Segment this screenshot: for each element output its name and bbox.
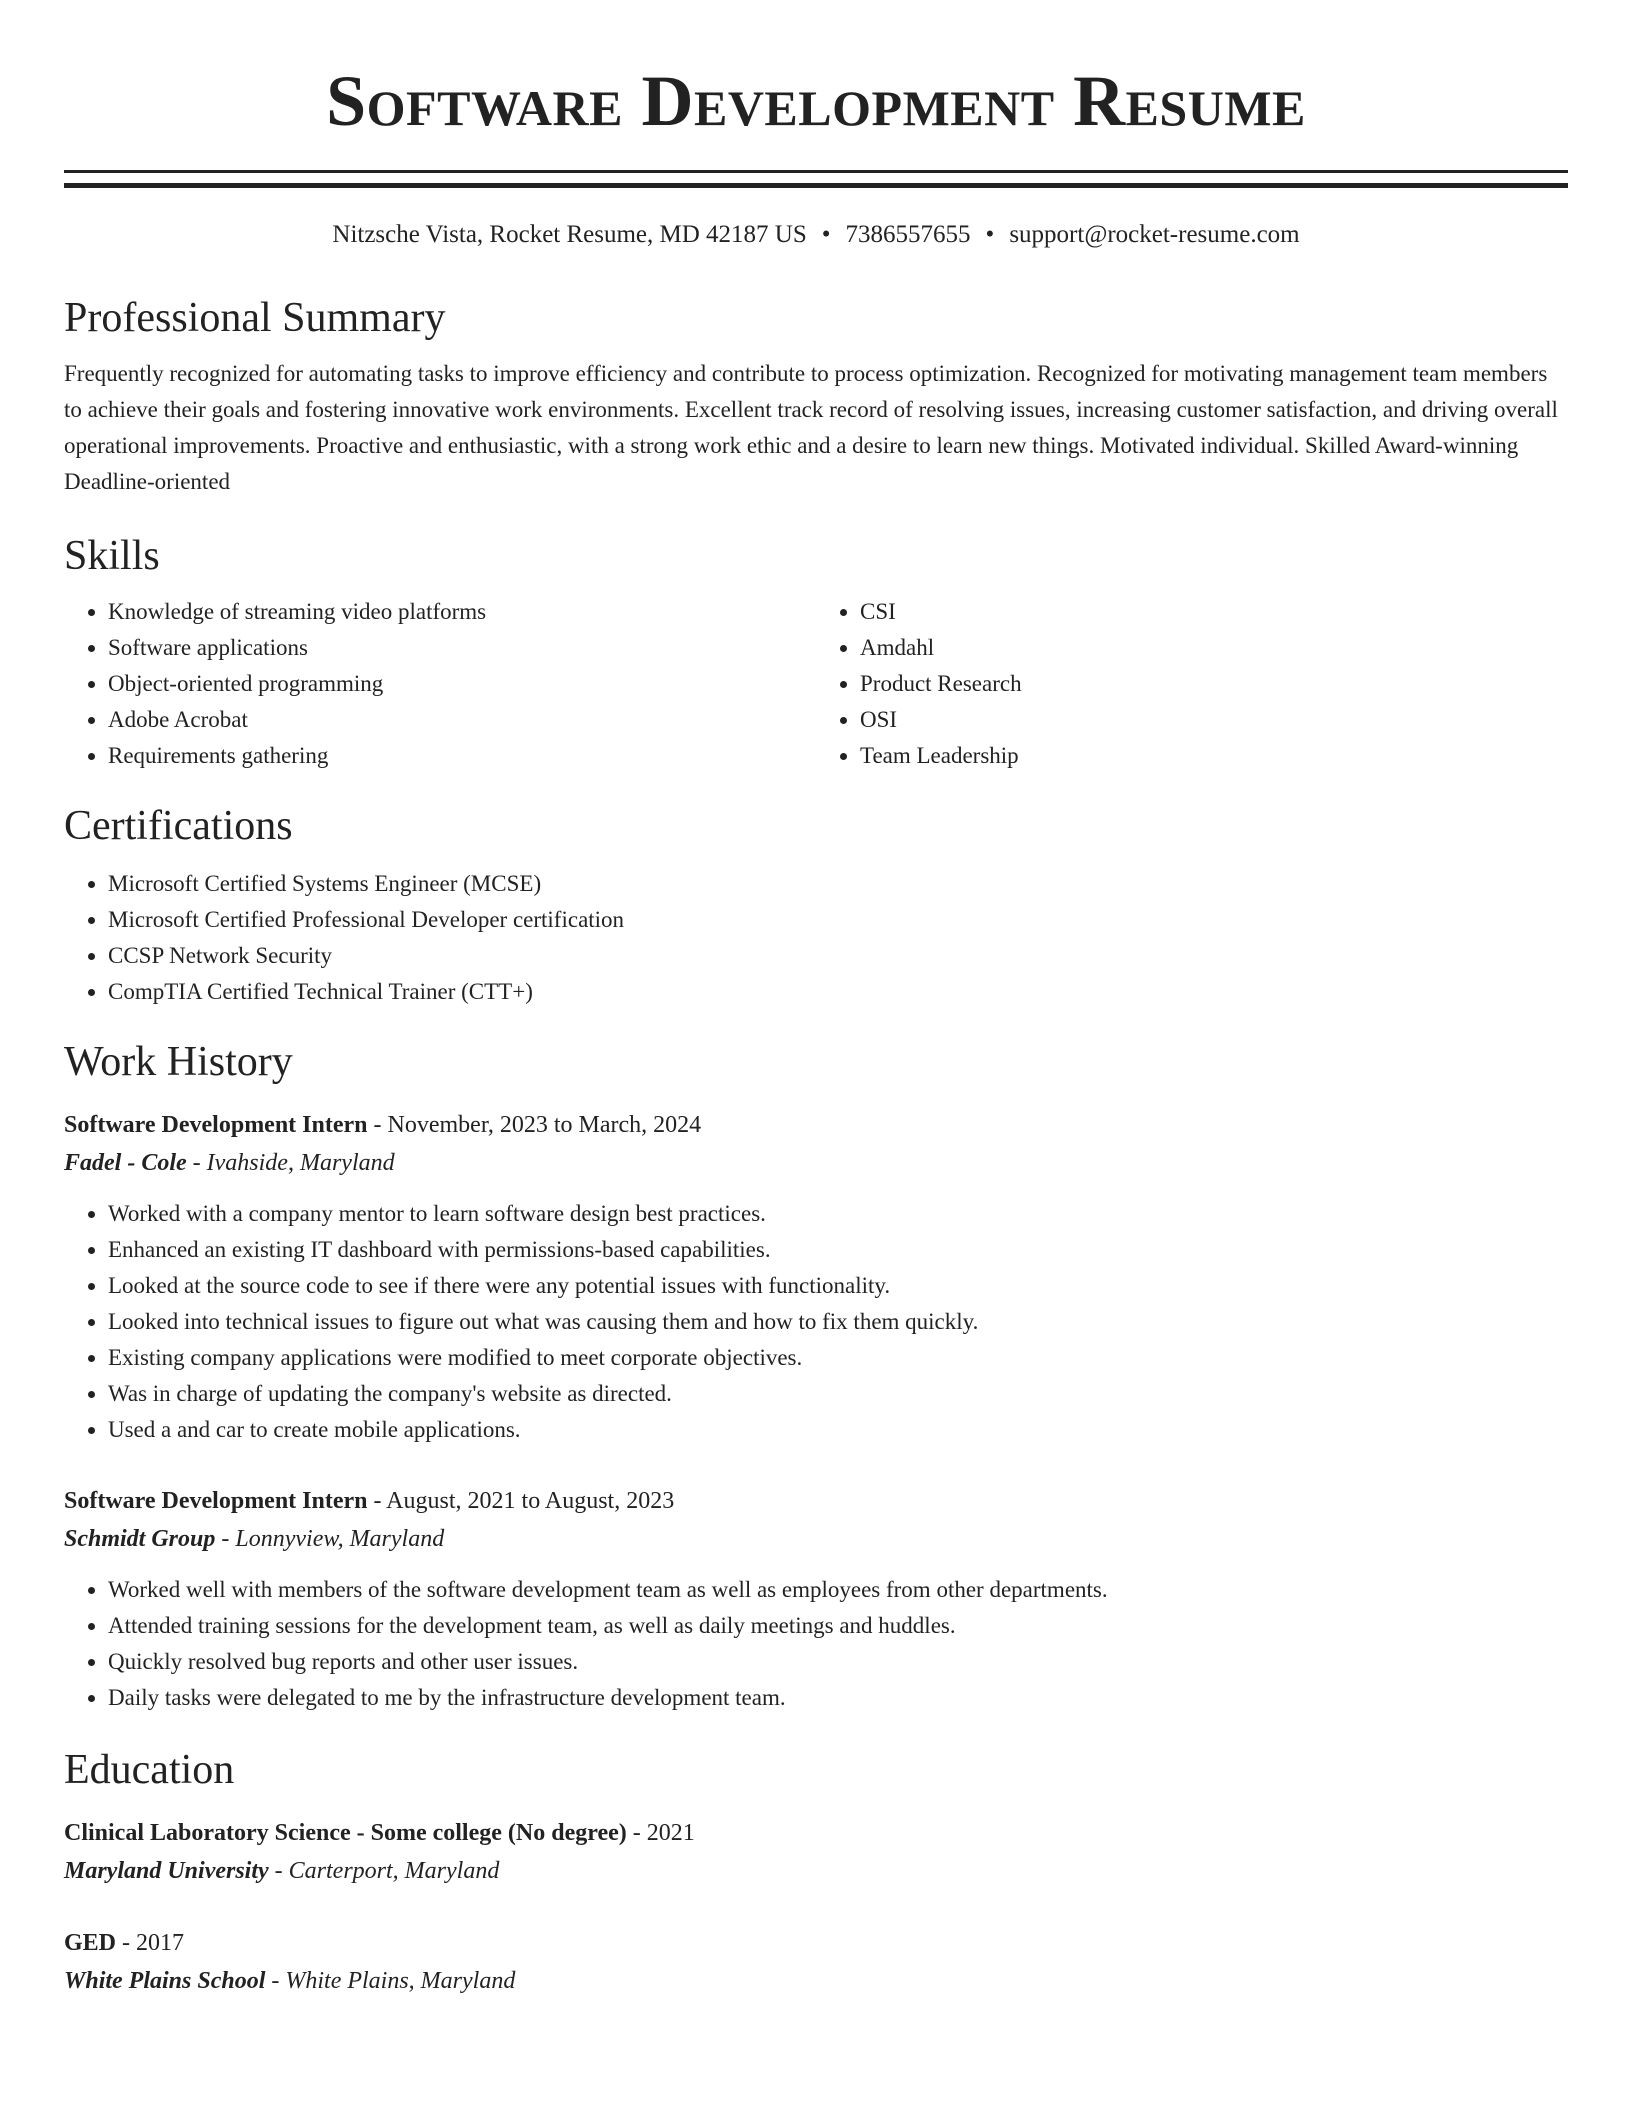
- education-school-line: [64, 1852, 1568, 1890]
- skill-item: • Software applications: [108, 630, 816, 666]
- certification-item: • Microsoft Certified Professional Developer certification: [108, 902, 1568, 938]
- skill-item: • Team Leadership: [860, 738, 1568, 774]
- summary-section: [64, 292, 1568, 500]
- education-location: - White Plains, Maryland: [271, 1968, 516, 1994]
- job-company-line: [64, 1520, 1568, 1558]
- education-header: [64, 1814, 1568, 1852]
- job-role: Software Development Intern: [64, 1488, 368, 1514]
- job-dates: - August, 2021 to August, 2023: [373, 1488, 675, 1514]
- work-history-heading: Work History: [64, 1039, 293, 1085]
- job-entry: [64, 1106, 1568, 1448]
- skills-columns: [64, 594, 1568, 774]
- resume-title: Software Development Resume: [326, 61, 1306, 141]
- education-year: - 2017: [122, 1930, 185, 1956]
- certification-item: • CompTIA Certified Technical Trainer (CTT+): [108, 974, 1568, 1010]
- work-history-section: [64, 1036, 1568, 1716]
- skill-item: • Object-oriented programming: [108, 666, 816, 702]
- job-duty-item: • Attended training sessions for the development team, as well as daily meetings and huddles.: [108, 1608, 1568, 1644]
- job-duty-item: • Worked with a company mentor to learn software design best practices.: [108, 1196, 1568, 1232]
- education-school-line: [64, 1962, 1568, 2000]
- job-location: - Ivahside, Maryland: [192, 1150, 395, 1176]
- job-entry: [64, 1482, 1568, 1716]
- contact-email: support@rocket-resume.com: [1009, 221, 1300, 248]
- skill-item: • Adobe Acrobat: [108, 702, 816, 738]
- education-header: [64, 1924, 1568, 1962]
- certifications-list: [64, 866, 1568, 1010]
- education-year: - 2021: [632, 1820, 695, 1846]
- skill-item: • CSI: [860, 594, 1568, 630]
- job-duty-item: • Daily tasks were delegated to me by the infrastructure development team.: [108, 1680, 1568, 1716]
- job-duty-item: • Looked at the source code to see if there were any potential issues with functionality.: [108, 1268, 1568, 1304]
- job-duty-item: • Was in charge of updating the company's website as directed.: [108, 1376, 1568, 1412]
- skills-section: [64, 530, 1568, 774]
- education-degree: GED: [64, 1930, 117, 1956]
- job-location: - Lonnyview, Maryland: [221, 1526, 445, 1552]
- skill-item: • Knowledge of streaming video platforms: [108, 594, 816, 630]
- education-entry: [64, 1924, 1568, 2000]
- skills-heading: Skills: [64, 533, 160, 579]
- job-duties-list: [64, 1196, 1568, 1448]
- job-duty-item: • Looked into technical issues to figure out what was causing them and how to fix them quickly.: [108, 1304, 1568, 1340]
- skill-item: • Amdahl: [860, 630, 1568, 666]
- certification-item: • CCSP Network Security: [108, 938, 1568, 974]
- contact-separator: •: [821, 221, 831, 248]
- job-duty-item: • Enhanced an existing IT dashboard with permissions-based capabilities.: [108, 1232, 1568, 1268]
- skill-item: • Requirements gathering: [108, 738, 816, 774]
- education-school: Maryland University: [64, 1858, 269, 1884]
- certifications-heading: Certifications: [64, 803, 293, 849]
- job-header: [64, 1106, 1568, 1144]
- skill-item: • OSI: [860, 702, 1568, 738]
- education-heading: Education: [64, 1747, 235, 1793]
- certifications-section: [64, 800, 1568, 1010]
- job-header: [64, 1482, 1568, 1520]
- summary-text: Frequently recognized for automating tasks to improve efficiency and contribute to process optimization. Recognized for motivating management team members to achieve their goals and fostering innovative work environments. Excellent track record of resolving issues, increasing customer satisfaction, and driving overall operational improvements. Proactive and enthusiastic, with a strong work ethic and a desire to learn new things. Motivated individual. Skilled Award-winning Deadline-oriented: [64, 361, 1558, 494]
- contact-line: [64, 218, 1568, 252]
- job-dates: - November, 2023 to March, 2024: [373, 1112, 702, 1138]
- job-duty-item: • Worked well with members of the software development team as well as employees from other departments.: [108, 1572, 1568, 1608]
- certification-item: • Microsoft Certified Systems Engineer (MCSE): [108, 866, 1568, 902]
- job-duties-list: [64, 1572, 1568, 1716]
- job-company-line: [64, 1144, 1568, 1182]
- job-company: Fadel - Cole: [64, 1150, 187, 1176]
- skill-item: • Product Research: [860, 666, 1568, 702]
- summary-heading: Professional Summary: [64, 295, 446, 341]
- job-duty-item: • Used a and car to create mobile applications.: [108, 1412, 1568, 1448]
- education-location: - Carterport, Maryland: [274, 1858, 500, 1884]
- contact-phone: 7386557655: [845, 221, 971, 248]
- contact-address: Nitzsche Vista, Rocket Resume, MD 42187 US: [332, 221, 807, 248]
- education-section: [64, 1744, 1568, 2000]
- contact-separator: •: [985, 221, 995, 248]
- skills-list-right: [816, 594, 1568, 774]
- education-degree: Clinical Laboratory Science - Some college (No degree): [64, 1820, 627, 1846]
- education-school: White Plains School: [64, 1968, 266, 1994]
- job-company: Schmidt Group: [64, 1526, 216, 1552]
- education-entry: [64, 1814, 1568, 1890]
- job-duty-item: • Existing company applications were modified to meet corporate objectives.: [108, 1340, 1568, 1376]
- title-double-rule: [64, 170, 1568, 188]
- skills-list-left: [64, 594, 816, 774]
- job-duty-item: • Quickly resolved bug reports and other user issues.: [108, 1644, 1568, 1680]
- job-role: Software Development Intern: [64, 1112, 368, 1138]
